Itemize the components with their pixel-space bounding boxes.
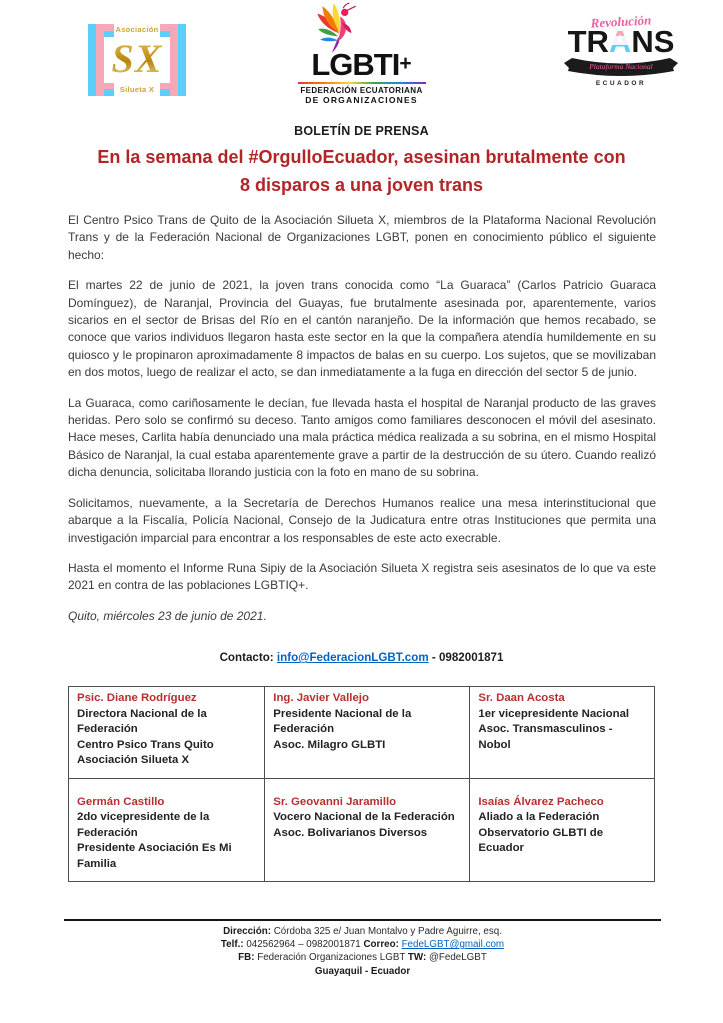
table-row	[69, 778, 655, 882]
body-paragraph-4: Solicitamos, nuevamente, a la Secretaría de Derechos Humanos realice una mesa interinstitucional que abarque a la Fiscalía, Policía Nacional, Consejo de la Judicatura entre otras Instituciones que permita una investigación imparcial para encontrar a los responsables de este acto execrable.	[68, 495, 656, 545]
silueta-x-name-label: Silueta X	[119, 85, 155, 94]
contact-line	[0, 651, 723, 664]
banner-ribbon-icon	[562, 55, 680, 77]
address-label: Dirección:	[223, 926, 271, 937]
contact-name: Germán Castillo	[77, 795, 165, 808]
rainbow-divider	[298, 82, 426, 84]
headline-line-1: En la semana del #OrgulloEcuador, asesinan brutalmente con	[97, 147, 626, 167]
table-row	[69, 687, 655, 779]
contact-name: Psic. Diane Rodríguez	[77, 692, 197, 705]
contact-name: Sr. Geovanni Jaramillo	[273, 795, 397, 808]
contact-cell-javier-vallejo: Ing. Javier Vallejo Presidente Nacional de la Federación Asoc. Milagro GLBTI	[265, 687, 470, 779]
contact-email-link[interactable]: info@FederacionLGBT.com	[276, 651, 429, 665]
contact-cell-isaias-alvarez: Isaías Álvarez Pacheco Aliado a la Federación Observatorio GLBTI de Ecuador	[470, 778, 655, 882]
body-paragraph-5: Hasta el momento el Informe Runa Sipiy de la Asociación Silueta X registra seis asesinatos de lo que va este 2021 en contra de las poblaciones LGBTIQ+.	[68, 560, 656, 593]
email-label: Correo:	[363, 939, 399, 951]
facebook-label: FB:	[238, 952, 255, 964]
federation-line-1: FEDERACIÓN ECUATORIANA	[300, 86, 423, 95]
page-footer	[64, 919, 661, 978]
headline	[0, 143, 723, 199]
body-paragraph-1: El Centro Psico Trans de Quito de la Asociación Silueta X, miembros de la Plataforma Nacional Revolución Trans y de la Federación Nacional de Organizaciones LGBT, ponen en conocimiento público el siguiente hecho:	[68, 213, 656, 262]
contact-cell-daan-acosta: Sr. Daan Acosta 1er vicepresidente Nacional Asoc. Transmasculinos - Nobol	[470, 687, 655, 779]
contact-name: Isaías Álvarez Pacheco	[478, 795, 604, 808]
body-text-column	[68, 212, 656, 625]
footer-phone-email-line: Telf.: 042562964 – 0982001871 Correo: FedeLGBT@gmail.com	[220, 939, 505, 951]
phone-label: Telf.:	[220, 939, 244, 951]
silueta-x-association-label: Asociación	[115, 25, 159, 34]
contact-cell-german-castillo: Germán Castillo 2do vicepresidente de la Federación Presidente Asociación Es Mi Familia	[69, 778, 265, 882]
contact-cell-geovanni-jaramillo: Sr. Geovanni Jaramillo Vocero Nacional de la Federación Asoc. Bolivarianos Diversos	[265, 778, 470, 882]
revolucion-script-label: Revolución	[590, 12, 652, 31]
contact-cell-diane-rodriguez: Psic. Diane Rodríguez Directora Nacional de la Federación Centro Psico Trans Quito Asociación Silueta X	[69, 687, 265, 779]
contact-label: Contacto:	[219, 651, 274, 665]
footer-email-link[interactable]: FedeLGBT@gmail.com	[401, 939, 505, 951]
plus-sign: +	[399, 52, 412, 75]
footer-address-line: Dirección: Córdoba 325 e/ Juan Montalvo y Padre Aguirre, esq.	[223, 926, 502, 937]
twitter-label: TW:	[407, 952, 427, 964]
footer-city-line: Guayaquil - Ecuador	[314, 965, 411, 977]
contact-phone: - 0982001871	[431, 651, 504, 665]
body-paragraph-2: El martes 22 de junio de 2021, la joven trans conocida como “La Guaraca” (Carlos Patricio Guaraca Domínguez), de Naranjal, Provincia del Guayas, fue brutalmente asesinada por, aparentemente, varios sicarios en el sector de Brisas del Río en el cantón naranjeño. De la información que hemos recabado, se conoce que varios individuos llegaron hasta este sector en la que la compañera atendía humildemente en su quiosco y le propinaron aproximadamente 8 impactos de balas en su cuerpo. Los sujetos, que se movilizaban en dos motos, luego de realizar el acto, se dan inmediatamente a la fuga en dirección del sector 5 de junio.	[68, 278, 656, 380]
headline-line-2: 8 disparos a una joven trans	[239, 175, 484, 195]
lgbti-wordmark: LGBTI+	[311, 47, 412, 82]
footer-social-line: FB: Federación Organizaciones LGBT TW: @FedeLGBT	[238, 952, 487, 964]
contact-name: Ing. Javier Vallejo	[273, 692, 369, 705]
trans-flag-letter-a: A	[608, 24, 632, 59]
silueta-x-logo	[78, 16, 196, 104]
lgbti-federation-logo	[267, 2, 457, 105]
logo-header	[0, 0, 723, 112]
federation-line-2: DE ORGANIZACIONES	[305, 95, 418, 105]
contact-name: Sr. Daan Acosta	[478, 692, 565, 705]
ecuador-label: ECUADOR	[595, 80, 647, 87]
dateline: Quito, miércoles 23 de junio de 2021.	[68, 608, 267, 623]
plataforma-nacional-label: Plataforma Nacional	[589, 62, 653, 71]
silueta-x-monogram: SX	[78, 36, 196, 82]
body-paragraph-3: La Guaraca, como cariñosamente le decían, fue llevada hasta el hospital de Naranjal producto de las graves heridas. Pero solo se confirmó su deceso. Tanto amigos como familiares desconocen el móvil del asesinato. Hace meses, Carlita había denunciado una mala práctica médica realizada a su sobrina, en el mismo Hospital Básico de Naranjal, la cual estaba aparentemente grave a partir de la destrucción de su útero. Cuando realizó dicha denuncia, solicitaba llorando justicia con la foto en mano de su sobrina.	[68, 395, 656, 480]
document-title: BOLETÍN DE PRENSA	[294, 124, 429, 138]
trans-wordmark: TRANS	[567, 24, 675, 59]
revolucion-trans-logo	[555, 14, 687, 87]
contacts-table	[68, 686, 655, 882]
